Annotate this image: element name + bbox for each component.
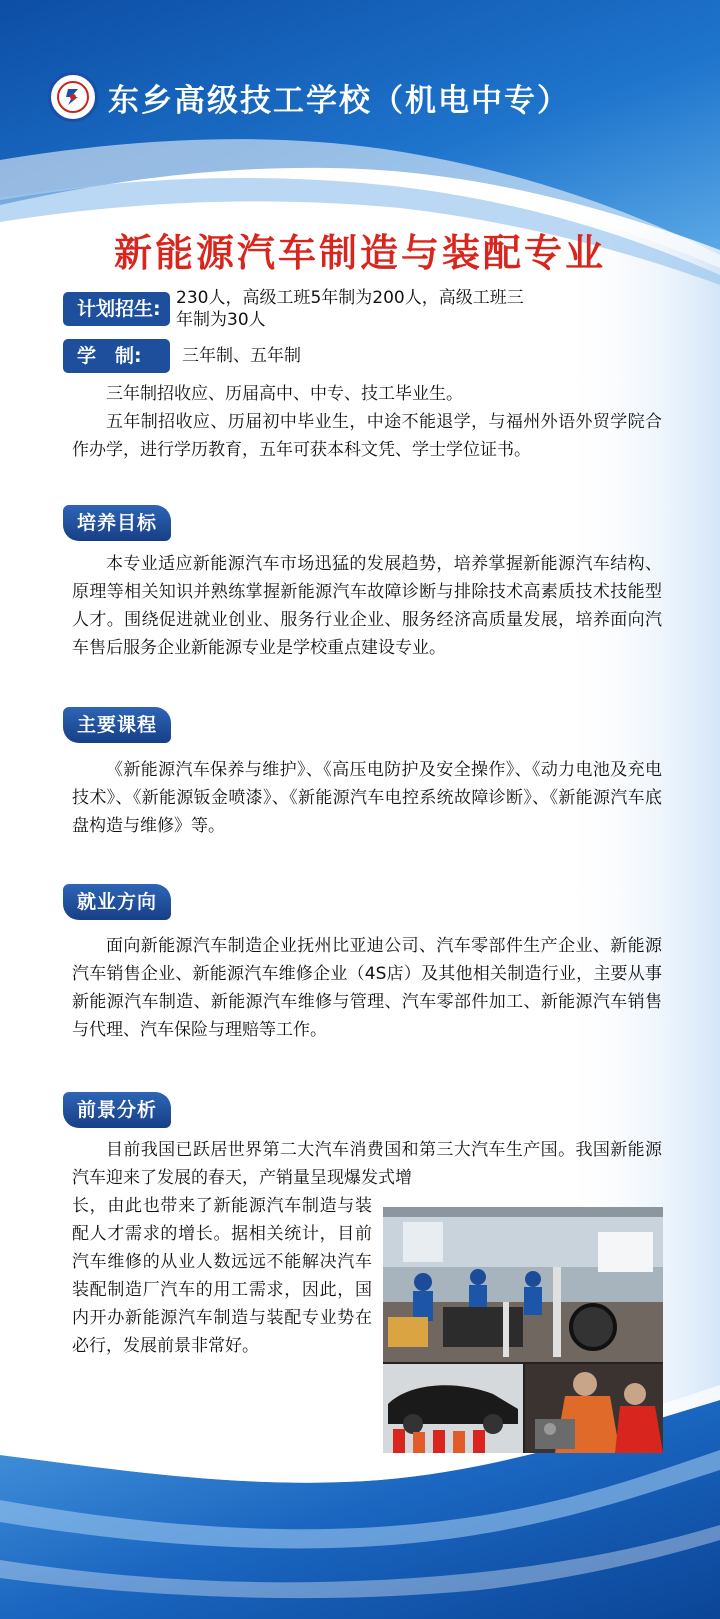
workshop-photo-collage <box>383 1207 663 1453</box>
enrollment-line-2: 年制为30人 <box>176 310 266 330</box>
duration-value: 三年制、五年制 <box>182 346 301 366</box>
enrollment-label: 计划招生: <box>63 292 170 326</box>
duration-label: 学 制: <box>63 339 170 373</box>
section-badge-courses: 主要课程 <box>63 707 171 743</box>
prospect-text-full: 目前我国已跃居世界第二大汽车消费国和第三大汽车生产国。我国新能源汽车迎来了发展的春天，产销量呈现爆发式增 <box>72 1140 662 1188</box>
section-badge-prospect: 前景分析 <box>63 1092 171 1128</box>
header <box>48 70 570 124</box>
school-name: 东乡高级技工学校（机电中专） <box>108 82 570 119</box>
section-badge-goal: 培养目标 <box>63 505 171 541</box>
page-title: 新能源汽车制造与装配专业 <box>113 231 606 275</box>
courses-text: 《新能源汽车保养与维护》、《高压电防护及安全操作》、《动力电池及充电技术》、《新能源钣金喷漆》、《新能源汽车电控系统故障诊断》、《新能源汽车底盘构造与维修》等。 <box>72 760 662 836</box>
workshop-classroom-photo <box>383 1207 663 1362</box>
section-badge-employment: 就业方向 <box>63 884 171 920</box>
intro-paragraph-2: 五年制招收应、历届初中毕业生，中途不能退学，与福州外语外贸学院合作办学，进行学历教育，五年可获本科文凭、学士学位证书。 <box>72 412 662 460</box>
goal-text: 本专业适应新能源汽车市场迅猛的发展趋势，培养掌握新能源汽车结构、原理等相关知识并熟练掌握新能源汽车故障诊断与排除技术高素质技术技能型人才。围绕促进就业创业、服务行业企业、服务经济高质量发展，培养面向汽车售后服务企业新能源专业是学校重点建设专业。 <box>72 554 662 658</box>
enrollment-line-1: 230人，高级工班5年制为200人，高级工班三 <box>176 288 524 308</box>
school-emblem-icon <box>48 72 98 122</box>
engine-repair-photo <box>525 1364 663 1453</box>
car-photo <box>383 1364 523 1453</box>
employment-text: 面向新能源汽车制造企业抚州比亚迪公司、汽车零部件生产企业、新能源汽车销售企业、新能源汽车维修企业（4S店）及其他相关制造行业，主要从事新能源汽车制造、新能源汽车维修与管理、汽车零部件加工、新能源汽车销售与代理、汽车保险与理赔等工作。 <box>72 936 662 1040</box>
prospect-text-narrow: 长，由此也带来了新能源汽车制造与装配人才需求的增长。据相关统计，目前汽车维修的从业人数远远不能解决汽车装配制造厂汽车的用工需求，因此，国内开办新能源汽车制造与装配专业势在必行，发展前景非常好。 <box>72 1196 372 1356</box>
intro-paragraph-1: 三年制招收应、历届高中、中专、技工毕业生。 <box>106 384 463 404</box>
